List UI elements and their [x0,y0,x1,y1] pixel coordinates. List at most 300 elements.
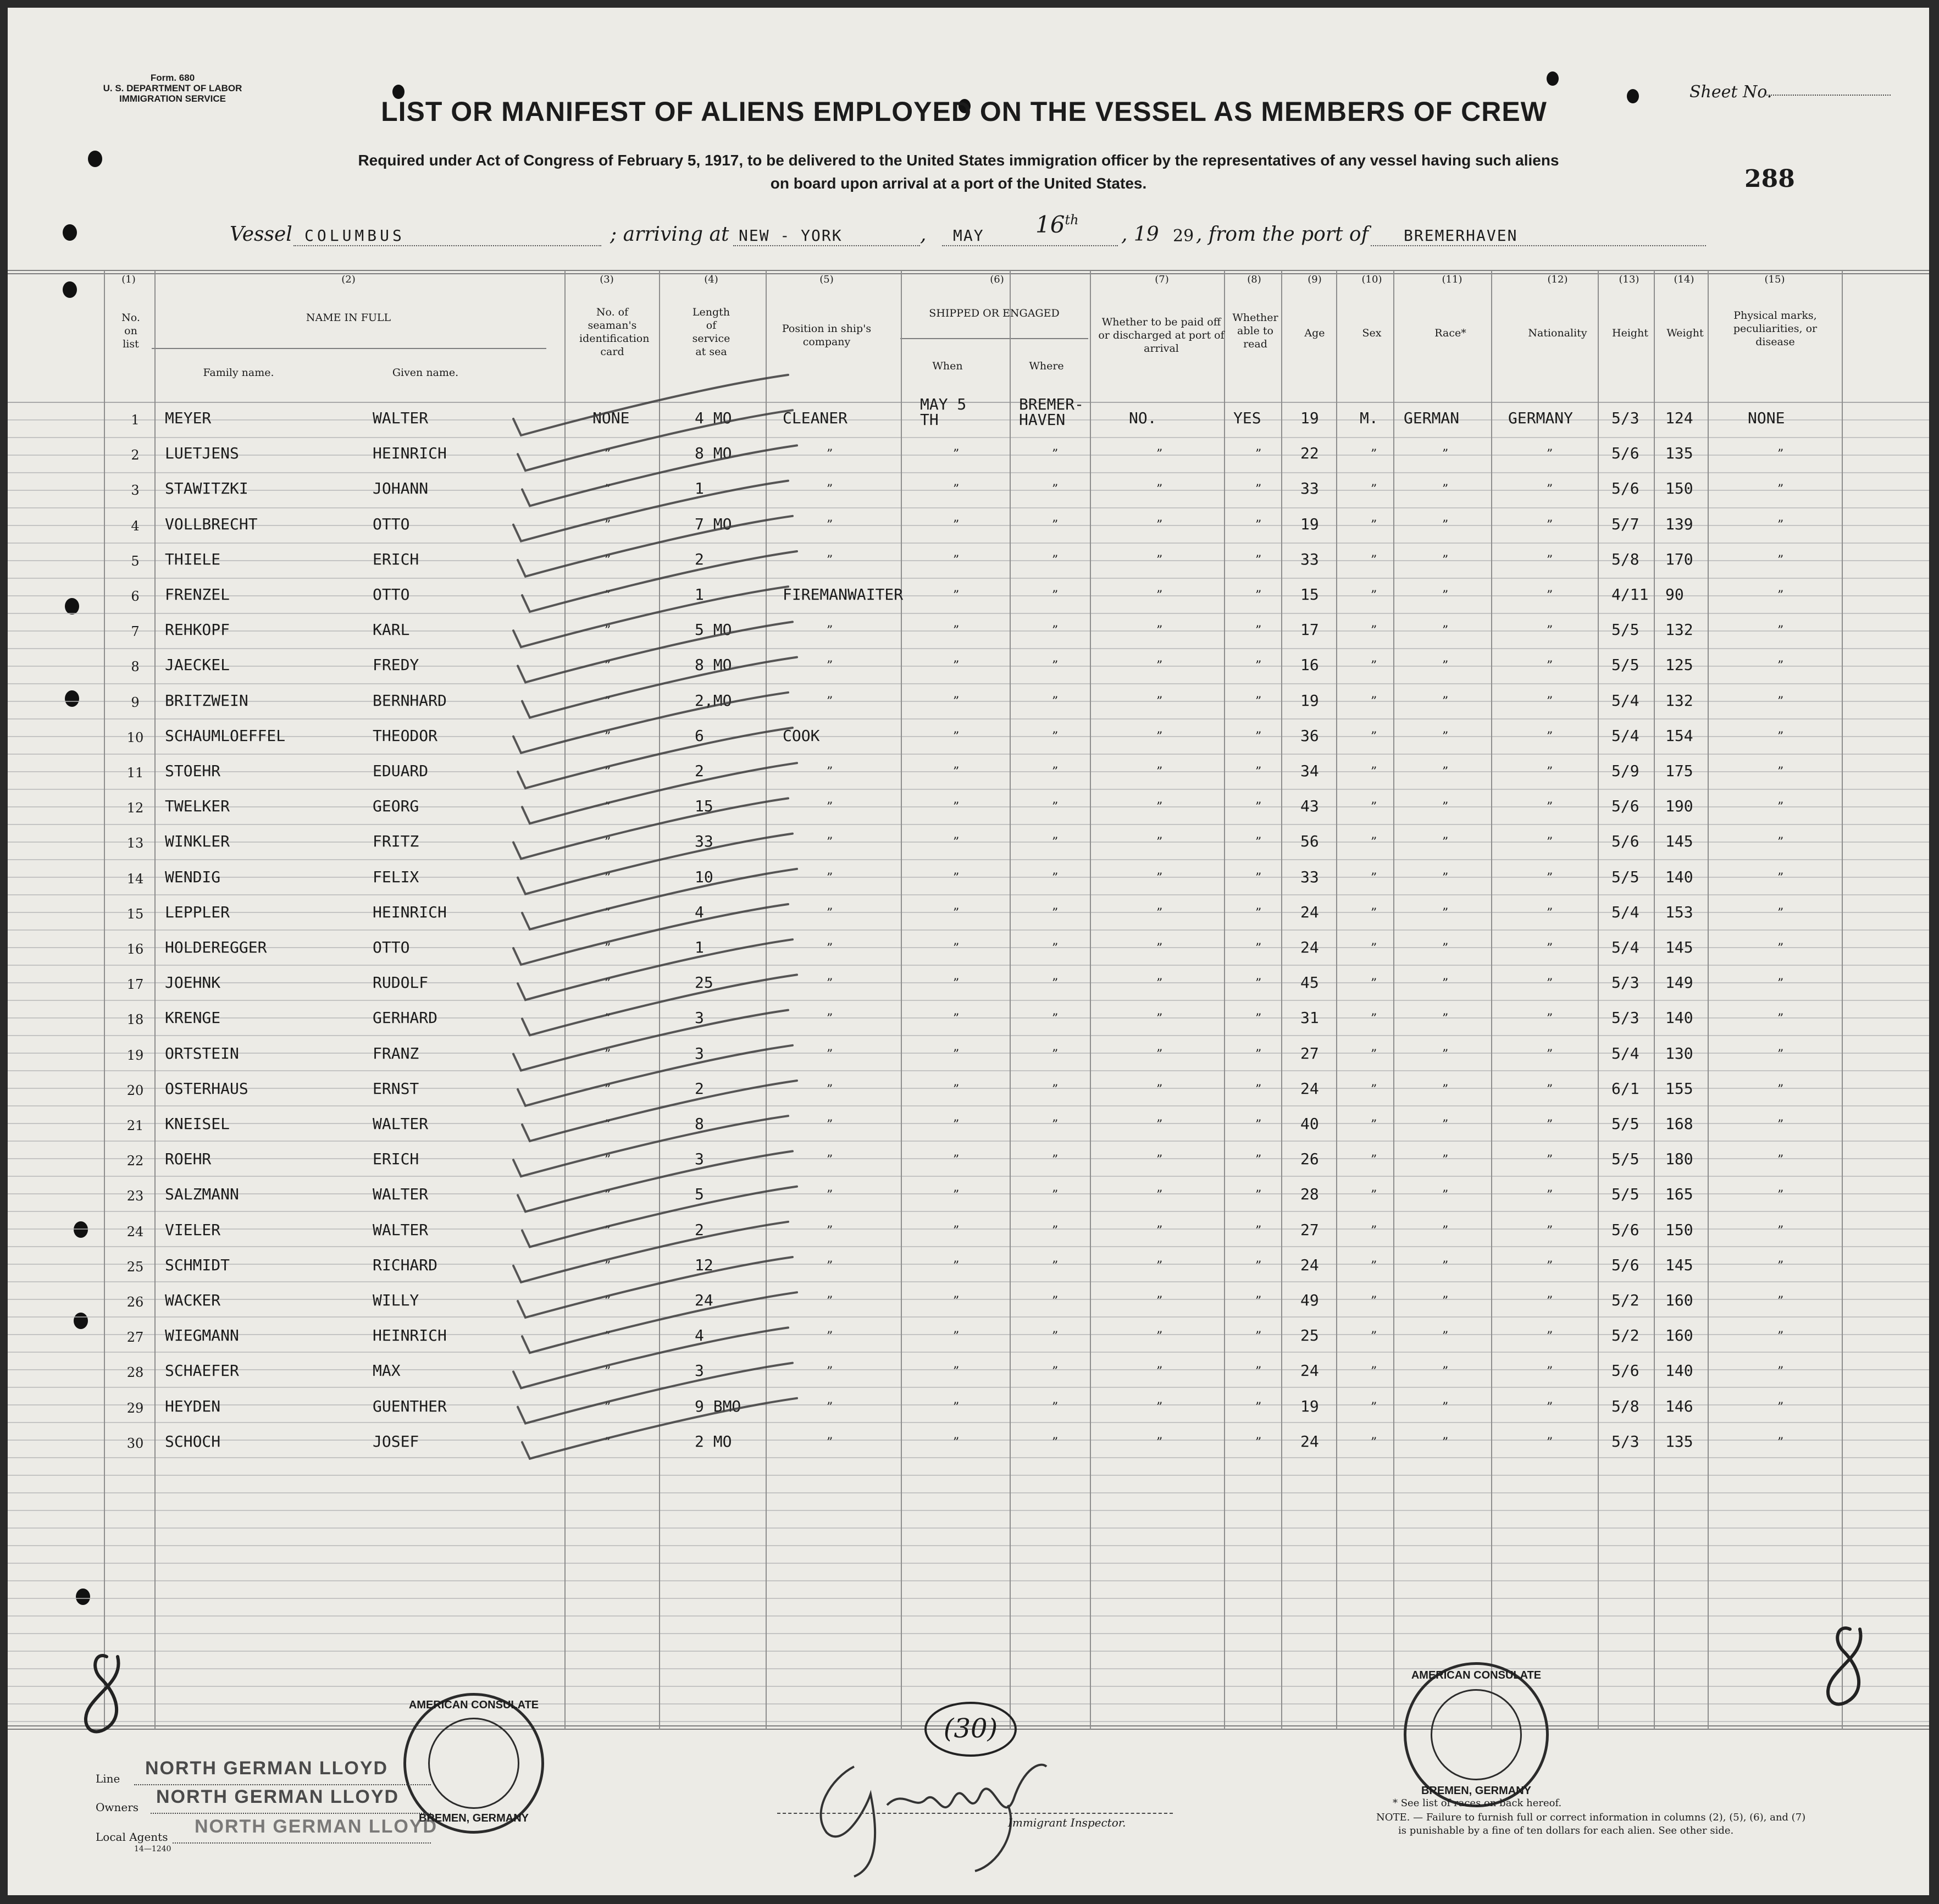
crew-height: 5/4 [1611,903,1639,921]
ditto-mark: ” [1371,1294,1377,1308]
crew-family: VIELER [165,1220,221,1239]
crew-when: MAY 5 TH [920,395,967,429]
ditto-mark: ” [827,1047,833,1061]
check-mark [522,445,797,506]
ditto-mark: ” [1442,835,1449,850]
crew-weight: 150 [1665,1220,1693,1239]
ditto-mark: ” [1156,1118,1163,1132]
crew-no: 25 [126,1259,144,1275]
crew-weight: 124 [1665,409,1693,427]
ditto-mark: ” [1442,518,1449,532]
document-subtitle: Required under Act of Congress of February 5, 1917, to be delivered to the United States immigration officer by the representatives of any vessel having such aliens [358,152,1559,169]
crew-service: 8 [695,1115,704,1133]
crew-service: 1 [695,938,704,956]
header-weight: Weight [1666,327,1704,339]
stamp-left-bottom: BREMEN, GERMANY [418,1812,529,1824]
header-name-in-full: NAME IN FULL [306,312,391,324]
ditto-mark: ” [1547,694,1553,709]
ditto-mark: ” [953,1224,960,1238]
crew-service: 25 [695,973,713,992]
ditto-mark: ” [1547,765,1553,779]
crew-height: 5/6 [1611,797,1639,816]
crew-given: JOHANN [373,479,429,498]
crew-no: 10 [126,729,144,745]
crew-no: 7 [131,624,140,640]
crew-weight: 145 [1665,1255,1693,1274]
check-mark [518,1257,793,1318]
stamp-right-bottom: BREMEN, GERMANY [1421,1785,1531,1797]
crew-given: GEORG [373,797,419,816]
col-num-12: (12) [1547,274,1568,285]
header-paid-off: Whether to be paid off or discharged at port of arrival [1098,316,1225,355]
crew-race: GERMAN [1404,409,1460,427]
crew-service: 1 [695,585,704,604]
crew-height: 5/5 [1611,1150,1639,1169]
ditto-mark: ” [1777,871,1784,885]
crew-no: 8 [131,659,140,675]
crew-weight: 145 [1665,832,1693,851]
crew-given: WILLY [373,1291,419,1309]
ditto-mark: ” [1052,906,1059,920]
ditto-mark: ” [827,1188,833,1203]
ditto-mark: ” [605,765,611,779]
ditto-mark: ” [827,1330,833,1344]
ditto-mark: ” [1442,659,1449,673]
ditto-mark: ” [1052,1012,1059,1026]
crew-weight: 140 [1665,1009,1693,1027]
crew-no: 30 [126,1435,144,1451]
ditto-mark: ” [1052,1294,1059,1308]
header-shipped: SHIPPED OR ENGAGED [929,307,1060,319]
ditto-mark: ” [605,1224,611,1238]
ditto-mark: ” [1547,1118,1553,1132]
ditto-mark: ” [1777,1400,1784,1414]
crew-family: FRENZEL [165,585,230,604]
crew-sex: M. [1360,409,1378,427]
ditto-mark: ” [1255,871,1262,885]
check-mark [513,481,788,541]
ditto-mark: ” [1442,871,1449,885]
vessel-label: Vessel [230,223,292,246]
ditto-mark: ” [1442,942,1449,955]
ditto-mark: ” [605,1082,611,1097]
ditto-mark: ” [1255,1118,1262,1132]
ditto-mark: ” [1156,1047,1163,1061]
check-mark [522,657,797,718]
ditto-mark: ” [1777,483,1784,497]
crew-service: 2,MO [695,691,732,710]
margin-mark-right [1828,1628,1861,1704]
crew-weight: 130 [1665,1044,1693,1062]
crew-service: 3 [695,1009,704,1027]
ditto-mark: ” [1156,977,1163,991]
ditto-mark: ” [1777,1294,1784,1308]
header-able-read: Whether able to read [1232,312,1278,350]
ditto-mark: ” [1547,589,1553,602]
crew-age: 15 [1300,585,1319,604]
header-family-name: Family name. [203,367,274,379]
ditto-mark: ” [1777,835,1784,850]
ditto-mark: ” [953,1259,960,1273]
check-mark [518,834,793,894]
ditto-mark: ” [1371,518,1377,532]
ditto-mark: ” [1255,659,1262,673]
crew-age: 28 [1300,1185,1319,1204]
ditto-mark: ” [1371,659,1377,673]
ditto-mark: ” [1442,1365,1449,1379]
ditto-mark: ” [1052,624,1059,638]
crew-height: 5/6 [1611,1255,1639,1274]
ditto-mark: ” [1442,483,1449,497]
ditto-mark: ” [1442,977,1449,991]
col-num-14: (14) [1674,274,1694,285]
crew-given: FRITZ [373,832,419,851]
header-physical-marks: Physical marks, peculiarities, or disease [1733,309,1818,348]
crew-given: ERICH [373,1150,419,1169]
crew-given: EDUARD [373,762,429,780]
check-mark [522,1187,797,1247]
ditto-mark: ” [1255,518,1262,532]
crew-age: 36 [1300,726,1319,745]
crew-service: 3 [695,1361,704,1380]
ditto-mark: ” [953,624,960,638]
crew-service: 33 [695,832,713,851]
crew-position: CLEANER [783,409,848,427]
comma: , [920,223,927,246]
crew-age: 43 [1300,797,1319,816]
crew-service: 4 MO [695,409,732,427]
ditto-mark: ” [1547,835,1553,850]
arrival-month: MAY [953,226,984,245]
ditto-mark: ” [1156,800,1163,815]
crew-service: 6 [695,726,704,745]
crew-given: WALTER [373,1115,429,1133]
crew-given: FREDY [373,656,419,674]
ditto-mark: ” [1777,624,1784,638]
crew-family: REHKOPF [165,621,230,639]
ditto-mark: ” [605,942,611,955]
ditto-mark: ” [953,1188,960,1203]
ditto-mark: ” [1371,1365,1377,1379]
crew-weight: 168 [1665,1115,1693,1133]
crew-family: STAWITZKI [165,479,248,498]
ditto-mark: ” [1371,871,1377,885]
ditto-mark: ” [1371,694,1377,709]
ditto-mark: ” [1156,694,1163,709]
ditto-mark: ” [1371,483,1377,497]
check-mark [522,975,797,1035]
crew-family: JOEHNK [165,973,221,992]
crew-no: 21 [126,1118,144,1133]
crew-service: 7 MO [695,514,732,533]
ditto-mark: ” [1255,1047,1262,1061]
arrival-day-suffix: th [1065,212,1079,228]
ditto-mark: ” [1371,942,1377,955]
ditto-mark: ” [1547,1153,1553,1167]
ditto-mark: ” [953,800,960,815]
ditto-mark: ” [1547,1188,1553,1203]
crew-height: 5/8 [1611,550,1639,568]
form-number: Form. 680 [150,73,195,83]
ditto-mark: ” [1156,624,1163,638]
from-label: , from the port of [1196,223,1369,246]
crew-height: 5/5 [1611,867,1639,886]
ditto-mark: ” [953,447,960,462]
ditto-mark: ” [1547,1400,1553,1414]
crew-height: 5/3 [1611,1432,1639,1451]
ditto-mark: ” [1442,447,1449,462]
crew-given: ERICH [373,550,419,568]
crew-age: 33 [1300,550,1319,568]
crew-weight: 140 [1665,1361,1693,1380]
service-name: IMMIGRATION SERVICE [119,93,226,104]
ditto-mark: ” [1547,977,1553,991]
ditto-mark: ” [1442,1435,1449,1449]
ditto-mark: ” [605,835,611,850]
crew-height: 5/6 [1611,479,1639,498]
ditto-mark: ” [1777,800,1784,815]
crew-service: 2 [695,1079,704,1098]
ditto-mark: ” [1371,1118,1377,1132]
ditto-mark: ” [605,871,611,885]
ditto-mark: ” [605,1259,611,1273]
header-race: Race* [1434,327,1466,339]
crew-age: 33 [1300,479,1319,498]
ditto-mark: ” [827,800,833,815]
ditto-mark: ” [1156,447,1163,462]
crew-where: BREMER- HAVEN [1019,395,1084,429]
crew-age: 31 [1300,1009,1319,1027]
ditto-mark: ” [1371,729,1377,744]
crew-age: 56 [1300,832,1319,851]
header-nationality: Nationality [1528,327,1587,339]
ditto-mark: ” [1052,659,1059,673]
ditto-mark: ” [1442,553,1449,567]
ditto-mark: ” [1255,1188,1262,1203]
crew-service: 2 [695,1220,704,1239]
line-underline [134,1784,431,1785]
ditto-mark: ” [1777,906,1784,920]
agents-underline [173,1842,431,1844]
ditto-mark: ” [1777,694,1784,709]
total-count: (30) [924,1702,1017,1757]
crew-no: 29 [126,1400,144,1416]
ditto-mark: ” [1156,483,1163,497]
line-label: Line [96,1772,120,1785]
ditto-mark: ” [1255,1294,1262,1308]
crew-age: 24 [1300,1361,1319,1380]
crew-no: 6 [131,589,140,604]
crew-no: 24 [126,1224,144,1239]
ditto-mark: ” [1156,1330,1163,1344]
ditto-mark: ” [1156,729,1163,744]
crew-age: 22 [1300,444,1319,463]
check-mark [513,1327,788,1388]
document-subtitle-2: on board upon arrival at a port of the United States. [770,175,1147,192]
ditto-mark: ” [1547,483,1553,497]
check-mark [518,939,793,1000]
ditto-mark: ” [1442,800,1449,815]
ditto-mark: ” [1255,624,1262,638]
ditto-mark: ” [605,659,611,673]
crew-paid: NO. [1129,409,1157,427]
check-mark [518,410,793,471]
ditto-mark: ” [827,1435,833,1449]
check-mark [518,1151,793,1211]
check-mark [522,869,797,929]
ditto-mark: ” [1371,1400,1377,1414]
crew-no: 23 [126,1188,144,1204]
ditto-mark: ” [827,765,833,779]
ditto-mark: ” [1156,906,1163,920]
ditto-mark: ” [953,1294,960,1308]
crew-given: OTTO [373,585,410,604]
ditto-mark: ” [605,906,611,920]
ditto-mark: ” [827,1082,833,1097]
crew-service: 4 [695,1326,704,1345]
crew-weight: 135 [1665,444,1693,463]
ditto-mark: ” [1255,483,1262,497]
ditto-mark: ” [1547,553,1553,567]
header-sex: Sex [1362,327,1382,339]
ditto-mark: ” [1442,694,1449,709]
crew-family: HOLDEREGGER [165,938,267,956]
crew-no: 3 [131,483,140,499]
ditto-mark: ” [1255,800,1262,815]
ditto-mark: ” [1547,1365,1553,1379]
col-num-4: (4) [704,274,718,285]
crew-no: 20 [126,1082,144,1098]
ditto-mark: ” [1255,1224,1262,1238]
ditto-mark: ” [1547,942,1553,955]
crew-family: ROEHR [165,1150,212,1169]
crew-age: 19 [1300,409,1319,427]
col-num-9: (9) [1308,274,1322,285]
check-mark [518,516,793,577]
ditto-mark: ” [827,1259,833,1273]
ditto-mark: ” [1442,1400,1449,1414]
ditto-mark: ” [1442,1294,1449,1308]
arrival-year: 29 [1173,226,1194,246]
inspector-line [777,1813,1173,1814]
crew-service: 2 [695,762,704,780]
col-num-5: (5) [819,274,834,285]
ditto-mark: ” [605,1012,611,1026]
pencil-check-marks [8,8,1929,1895]
ditto-mark: ” [605,1047,611,1061]
crew-height: 5/5 [1611,621,1639,639]
header-length-service: Length of service at sea [692,306,730,358]
crew-service: 8 MO [695,444,732,463]
crew-age: 34 [1300,762,1319,780]
crew-age: 40 [1300,1115,1319,1133]
ditto-mark: ” [827,1294,833,1308]
ditto-mark: ” [605,589,611,602]
crew-no: 5 [131,553,140,569]
ditto-mark: ” [1442,765,1449,779]
col-num-8: (8) [1247,274,1261,285]
crew-given: KARL [373,621,410,639]
manifest-sheet [8,8,1929,1895]
header-age: Age [1304,327,1325,339]
col-num-2: (2) [341,274,356,285]
ditto-mark: ” [1156,1153,1163,1167]
sheet-number-label: Sheet No. [1689,82,1772,102]
ditto-mark: ” [1777,765,1784,779]
ditto-mark: ” [953,765,960,779]
departure-port: BREMERHAVEN [1404,226,1518,245]
ditto-mark: ” [953,1330,960,1344]
ditto-mark: ” [1052,1330,1059,1344]
crew-family: ORTSTEIN [165,1044,239,1062]
ditto-mark: ” [1052,835,1059,850]
ditto-mark: ” [1052,977,1059,991]
agents-value: NORTH GERMAN LLOYD [195,1816,438,1837]
crew-weight: 139 [1665,514,1693,533]
ditto-mark: ” [1547,1294,1553,1308]
crew-no: 13 [126,835,144,851]
crew-no: 17 [126,977,144,993]
crew-nationality: GERMANY [1508,409,1574,427]
crew-service: 12 [695,1255,713,1274]
ditto-mark: ” [1371,624,1377,638]
crew-given: WALTER [373,1220,429,1239]
ditto-mark: ” [827,942,833,955]
crew-no: 9 [131,694,140,710]
check-mark [513,904,788,965]
crew-weight: 125 [1665,656,1693,674]
crew-position: FIREMANWAITER [783,585,904,604]
crew-weight: 170 [1665,550,1693,568]
crew-height: 5/4 [1611,938,1639,956]
ditto-mark: ” [1442,1259,1449,1273]
crew-age: 24 [1300,1432,1319,1451]
crew-height: 5/6 [1611,1361,1639,1380]
col-num-11: (11) [1442,274,1462,285]
crew-service: 9 BMO [695,1397,741,1415]
ditto-mark: ” [953,483,960,497]
ditto-mark: ” [1156,589,1163,602]
crew-no: 22 [126,1153,144,1169]
ditto-mark: ” [827,1400,833,1414]
ditto-mark: ” [1052,1082,1059,1097]
ditto-mark: ” [605,1118,611,1132]
check-mark [513,375,788,435]
crew-service: 1 [695,479,704,498]
ditto-mark: ” [605,447,611,462]
crew-age: 49 [1300,1291,1319,1309]
ditto-mark: ” [1547,729,1553,744]
ditto-mark: ” [1442,1224,1449,1238]
crew-family: HEYDEN [165,1397,221,1415]
crew-height: 5/8 [1611,1397,1639,1415]
ditto-mark: ” [1052,483,1059,497]
crew-height: 5/2 [1611,1326,1639,1345]
crew-height: 5/2 [1611,1291,1639,1309]
ditto-mark: ” [1371,1435,1377,1449]
ditto-mark: ” [827,659,833,673]
ditto-mark: ” [1371,835,1377,850]
ditto-mark: ” [827,977,833,991]
ditto-mark: ” [1777,1435,1784,1449]
header-when: When [932,360,963,372]
ditto-mark: ” [953,1400,960,1414]
ditto-mark: ” [1255,1012,1262,1026]
check-mark [518,728,793,788]
crew-family: SCHAUMLOEFFEL [165,726,286,745]
ditto-mark: ” [1442,1012,1449,1026]
ditto-mark: ” [1156,1012,1163,1026]
